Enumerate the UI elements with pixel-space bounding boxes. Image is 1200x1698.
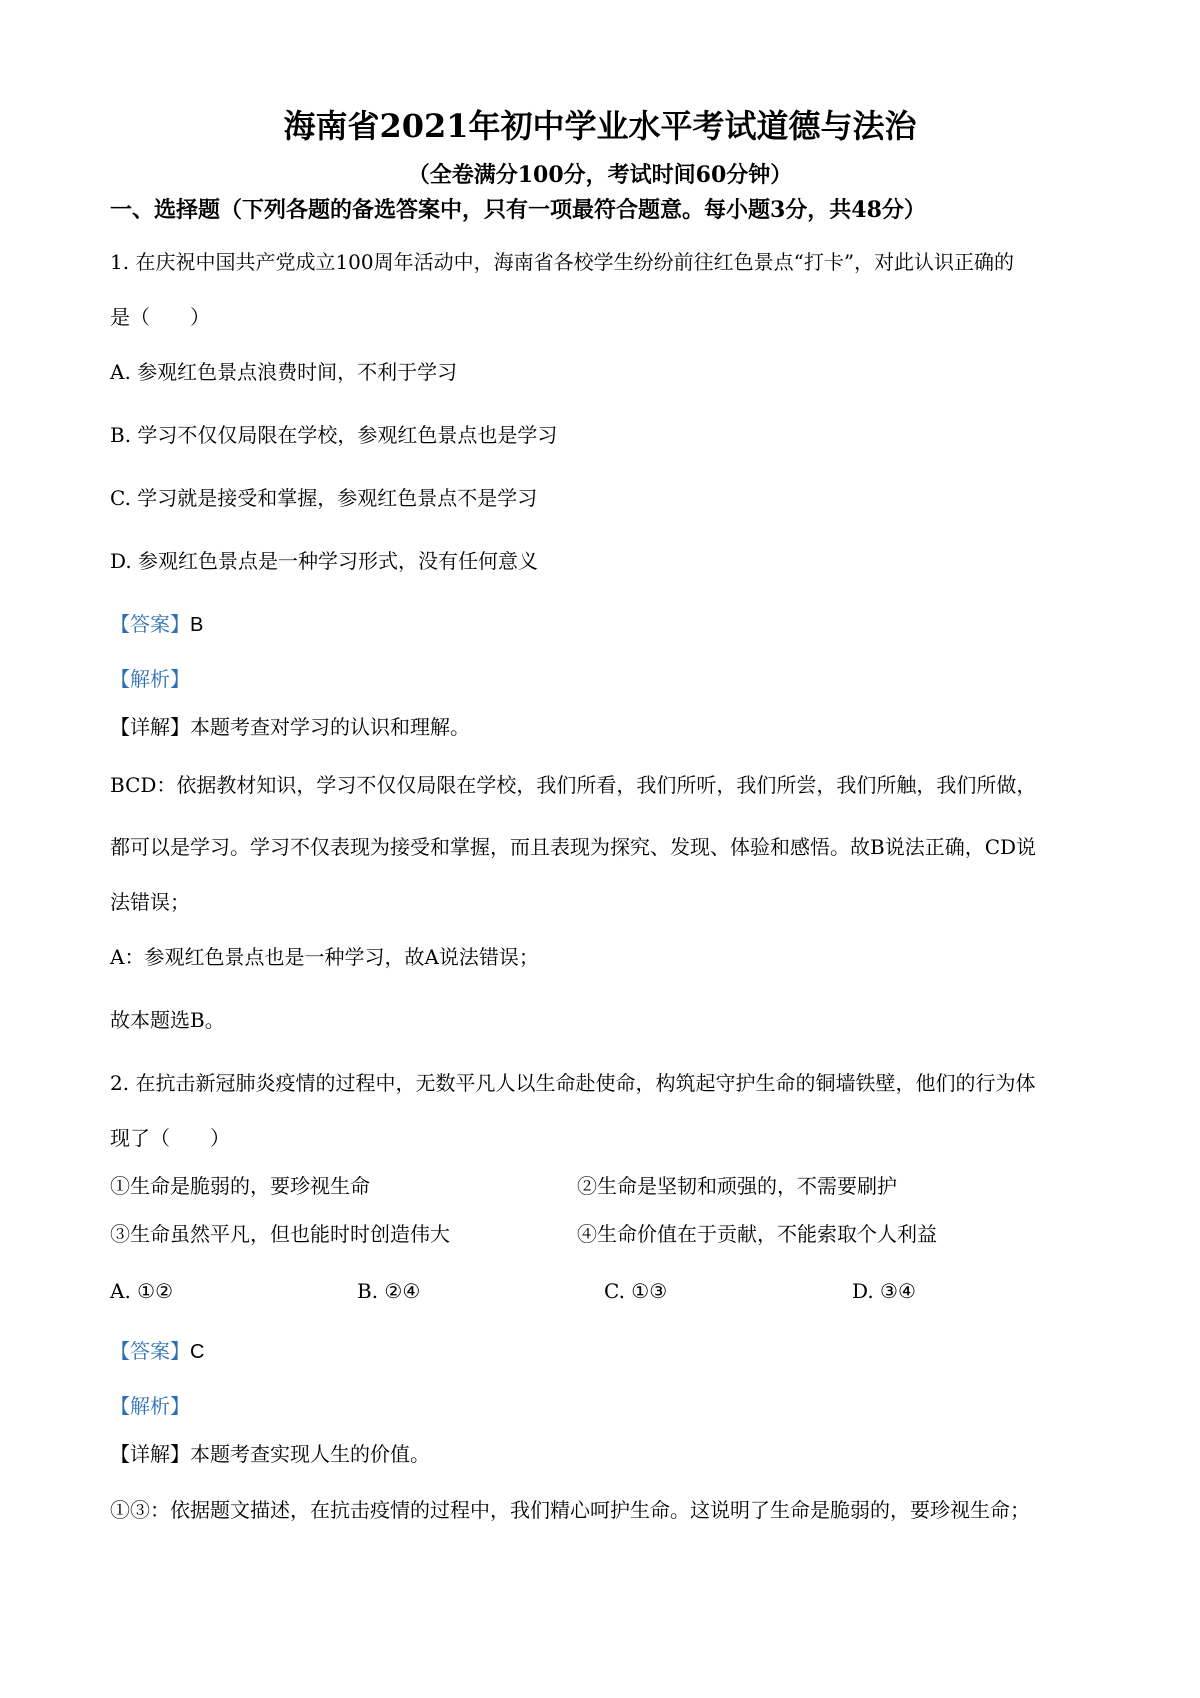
section-heading: 一、选择题（下列各题的备选答案中，只有一项最符合题意。每小题3分，共48分） — [110, 197, 926, 223]
q2-option-a: A. ①② — [110, 1279, 174, 1303]
q1-stem-line1: 1. 在庆祝中国共产党成立100周年活动中，海南省各校学生纷纷前往红色景点“打卡”，对此认识正确的 — [110, 250, 1015, 274]
page-subtitle: （全卷满分100分，考试时间60分钟） — [407, 162, 793, 188]
q2-option-d: D. ③④ — [852, 1279, 916, 1303]
q1-answer — [110, 610, 203, 639]
q2-statement-3: ③生命虽然平凡，但也能时时创造伟大 — [110, 1222, 450, 1246]
q1-explanation-line5: 故本题选B。 — [110, 1008, 225, 1032]
q2-detail: 【详解】本题考查实现人生的价值。 — [110, 1442, 430, 1466]
q1-option-b: B. 学习不仅仅局限在学校，参观红色景点也是学习 — [110, 423, 558, 447]
q2-statement-4: ④生命价值在于贡献，不能索取个人利益 — [577, 1222, 937, 1246]
page-title: 海南省2021年初中学业水平考试道德与法治 — [283, 107, 917, 145]
q1-stem-line2: 是（ ） — [110, 305, 210, 329]
q2-stem-line2: 现了（ ） — [110, 1126, 230, 1150]
q2-stem-line1: 2. 在抗击新冠肺炎疫情的过程中，无数平凡人以生命赴使命，构筑起守护生命的铜墙铁壁，他们的行为体 — [110, 1071, 1036, 1095]
q1-explanation-line1: BCD：依据教材知识，学习不仅仅局限在学校，我们所看，我们所听，我们所尝，我们所触，我们所做， — [110, 773, 1037, 797]
q1-answer-tag: 【答案】 — [110, 612, 190, 636]
q1-explanation-line2: 都可以是学习。学习不仅表现为接受和掌握，而且表现为探究、发现、体验和感悟。故B说法正确，CD说 — [110, 835, 1037, 859]
q1-answer-value: B — [190, 614, 204, 636]
q2-option-b: B. ②④ — [357, 1279, 421, 1303]
q2-statement-2: ②生命是坚韧和顽强的，不需要刷护 — [577, 1174, 897, 1198]
q1-explanation-line4: A：参观红色景点也是一种学习，故A说法错误； — [110, 945, 539, 969]
q1-detail: 【详解】本题考查对学习的认识和理解。 — [110, 715, 470, 739]
q1-option-a: A. 参观红色景点浪费时间，不利于学习 — [110, 360, 458, 384]
q2-analysis-tag: 【解析】 — [110, 1394, 190, 1418]
q1-option-c: C. 学习就是接受和掌握，参观红色景点不是学习 — [110, 486, 538, 510]
q1-explanation-line3: 法错误； — [110, 890, 190, 914]
q2-answer — [110, 1337, 204, 1366]
q2-explanation-line1: ①③：依据题文描述，在抗击疫情的过程中，我们精心呵护生命。这说明了生命是脆弱的，要珍视生命； — [110, 1498, 1030, 1522]
q2-answer-tag: 【答案】 — [110, 1339, 190, 1363]
q1-option-d: D. 参观红色景点是一种学习形式，没有任何意义 — [110, 549, 539, 573]
q2-statement-1: ①生命是脆弱的，要珍视生命 — [110, 1174, 370, 1198]
q2-option-c: C. ①③ — [604, 1279, 668, 1303]
q2-answer-value: C — [190, 1341, 205, 1363]
q1-analysis-tag: 【解析】 — [110, 667, 190, 691]
